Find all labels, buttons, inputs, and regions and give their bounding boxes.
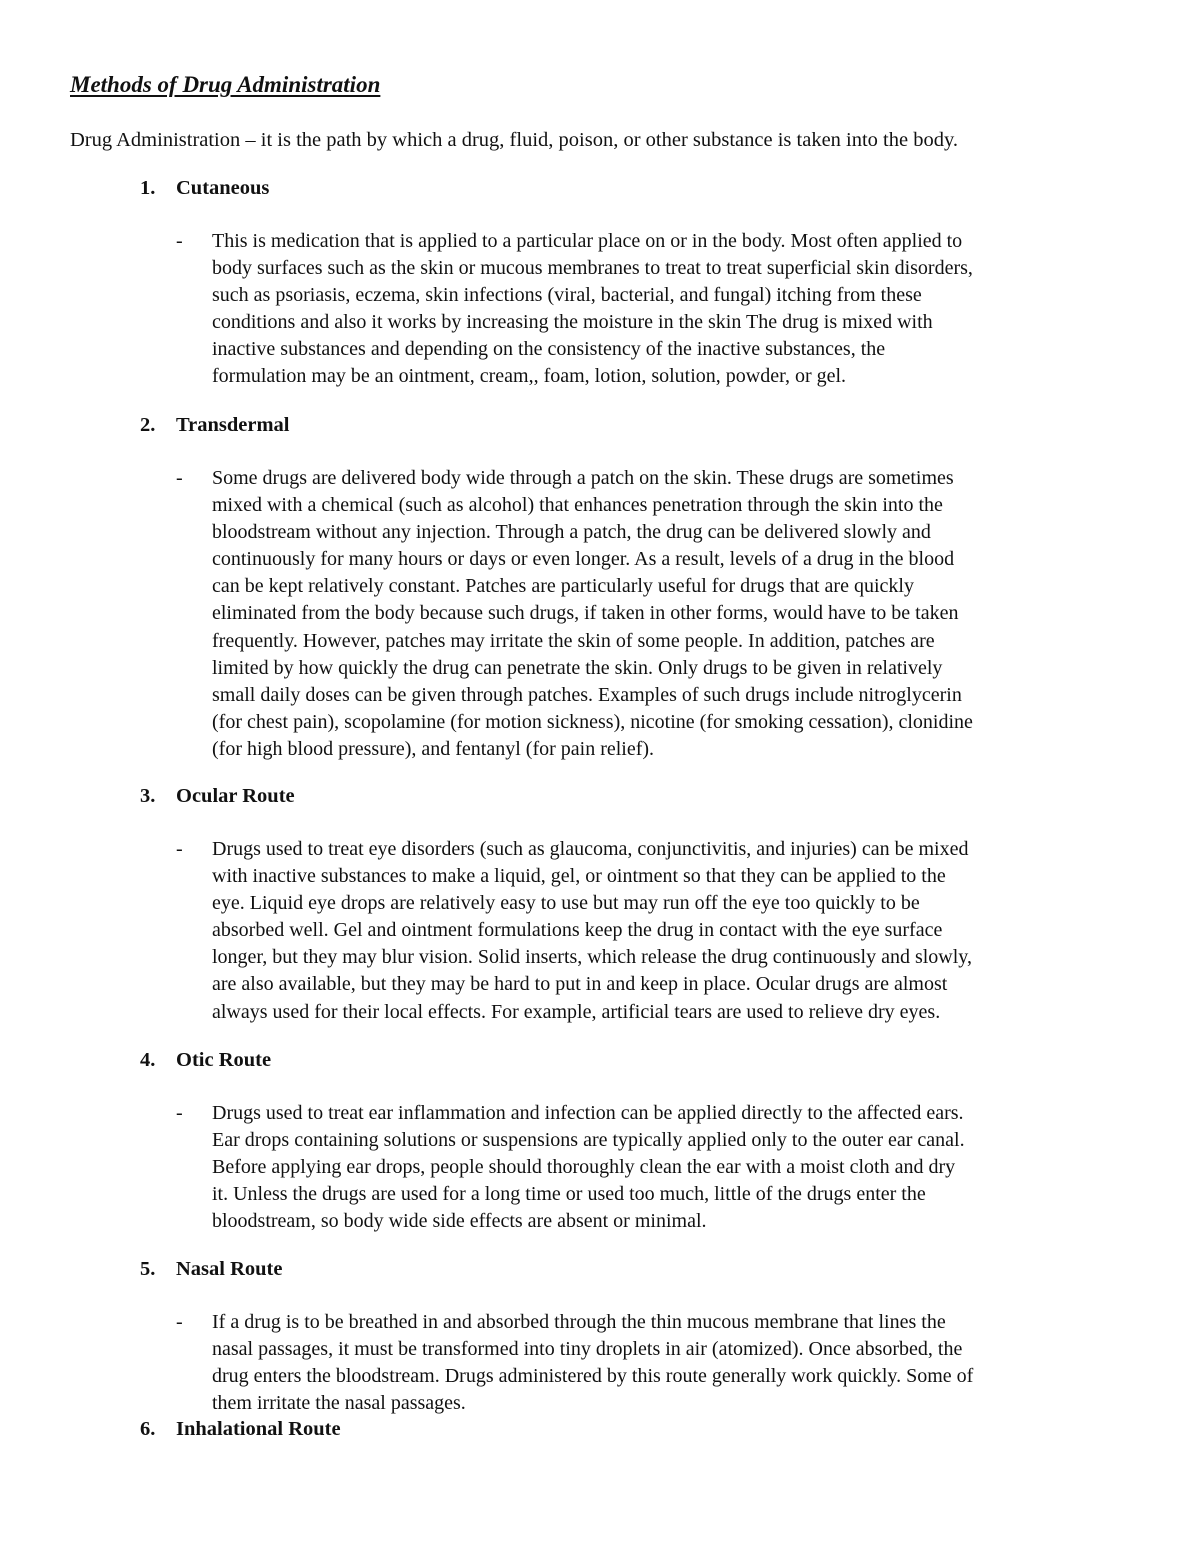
section-title: Transdermal [176, 414, 290, 436]
text-line: absorbed well. Gel and ointment formulations keep the drug in contact with the eye surface [212, 919, 943, 942]
paragraph [212, 1309, 973, 1417]
bullet-dash: - [176, 467, 183, 489]
text-line: formulation may be an ointment, cream,, foam, lotion, solution, powder, or gel. [212, 365, 847, 388]
text-line: always used for their local effects. For example, artificial tears are used to relieve dry eyes. [212, 1000, 941, 1023]
text-line: (for chest pain), scopolamine (for motion sickness), nicotine (for smoking cessation), clonidine [212, 710, 973, 733]
section-number: 4. [140, 1049, 156, 1071]
text-line: body surfaces such as the skin or mucous membranes to treat to treat superficial skin disorders, [212, 257, 973, 280]
text-line: (for high blood pressure), and fentanyl (for pain relief). [212, 737, 655, 760]
section-title: Inhalational Route [176, 1418, 341, 1440]
bullet-dash: - [176, 838, 183, 860]
text-line: limited by how quickly the drug can penetrate the skin. Only drugs to be given in relatively [212, 656, 943, 679]
text-line: bloodstream, so body wide side effects are absent or minimal. [212, 1210, 707, 1233]
section-title: Otic Route [176, 1049, 272, 1071]
text-line: with inactive substances to make a liquid, gel, or ointment so that they can be applied to the [212, 865, 946, 888]
text-line: This is medication that is applied to a particular place on or in the body. Most often applied to [212, 230, 963, 252]
section-heading-otic-route [140, 1049, 271, 1072]
text-line: continuously for many hours or days or even longer. As a result, levels of a drug in the blood [212, 548, 955, 571]
text-line: bloodstream without any injection. Through a patch, the drug can be delivered slowly and [212, 521, 931, 544]
section-heading-cutaneous [140, 177, 269, 200]
section-heading-ocular-route [140, 785, 295, 808]
section-title: Cutaneous [176, 177, 270, 199]
section-number: 3. [140, 785, 156, 807]
section-number: 6. [140, 1418, 156, 1440]
text-line: Drugs used to treat ear inflammation and infection can be applied directly to the affected ears. [212, 1102, 964, 1124]
text-line: small daily doses can be given through patches. Examples of such drugs include nitroglycerin [212, 683, 962, 706]
section-number: 2. [140, 414, 156, 436]
text-line: are also available, but they may be hard to put in and keep in place. Ocular drugs are almost [212, 973, 948, 996]
text-line: drug enters the bloodstream. Drugs administered by this route generally work quickly. Some of [212, 1365, 974, 1388]
text-line: Drugs used to treat eye disorders (such as glaucoma, conjunctivitis, and injuries) can be mixed [212, 838, 969, 860]
bullet-dash: - [176, 1311, 183, 1333]
paragraph [212, 465, 973, 763]
text-line: such as psoriasis, eczema, skin infections (viral, bacterial, and fungal) itching from these [212, 284, 922, 307]
text-line: them irritate the nasal passages. [212, 1392, 466, 1415]
text-line: longer, but they may blur vision. Solid inserts, which release the drug continuously and slowly, [212, 946, 973, 969]
section-heading-inhalational-route [140, 1418, 341, 1441]
text-line: conditions and also it works by increasing the moisture in the skin The drug is mixed with [212, 311, 933, 334]
text-line: eliminated from the body because such drugs, if taken in other forms, would have to be taken [212, 602, 959, 625]
text-line: frequently. However, patches may irritate the skin of some people. In addition, patches are [212, 629, 935, 652]
section-heading-nasal-route [140, 1258, 282, 1281]
section-number: 5. [140, 1258, 156, 1280]
section-title: Ocular Route [176, 785, 295, 807]
section-heading-transdermal [140, 414, 290, 437]
bullet-dash: - [176, 230, 183, 252]
text-line: nasal passages, it must be transformed into tiny droplets in air (atomized). Once absorbed, the [212, 1338, 963, 1361]
section-number: 1. [140, 177, 156, 199]
paragraph [212, 228, 973, 391]
intro-paragraph: Drug Administration – it is the path by which a drug, fluid, poison, or other substance is taken into the body. [70, 129, 959, 151]
text-line: Before applying ear drops, people should thoroughly clean the ear with a moist cloth and dry [212, 1156, 956, 1179]
text-line: it. Unless the drugs are used for a long time or used too much, little of the drugs enter the [212, 1183, 926, 1206]
paragraph [212, 836, 972, 1026]
paragraph [212, 1100, 965, 1235]
text-line: If a drug is to be breathed in and absorbed through the thin mucous membrane that lines the [212, 1311, 946, 1333]
document-title: Methods of Drug Administration [70, 72, 381, 97]
bullet-dash: - [176, 1102, 183, 1124]
text-line: Some drugs are delivered body wide through a patch on the skin. These drugs are sometimes [212, 467, 954, 489]
text-line: eye. Liquid eye drops are relatively easy to use but may run off the eye too quickly to be [212, 892, 920, 915]
text-line: inactive substances and depending on the consistency of the inactive substances, the [212, 338, 886, 361]
section-title: Nasal Route [176, 1258, 283, 1280]
text-line: Ear drops containing solutions or suspensions are typically applied only to the outer ear canal. [212, 1129, 965, 1152]
text-line: mixed with a chemical (such as alcohol) that enhances penetration through the skin into the [212, 494, 943, 517]
text-line: can be kept relatively constant. Patches are particularly useful for drugs that are quickly [212, 575, 914, 598]
